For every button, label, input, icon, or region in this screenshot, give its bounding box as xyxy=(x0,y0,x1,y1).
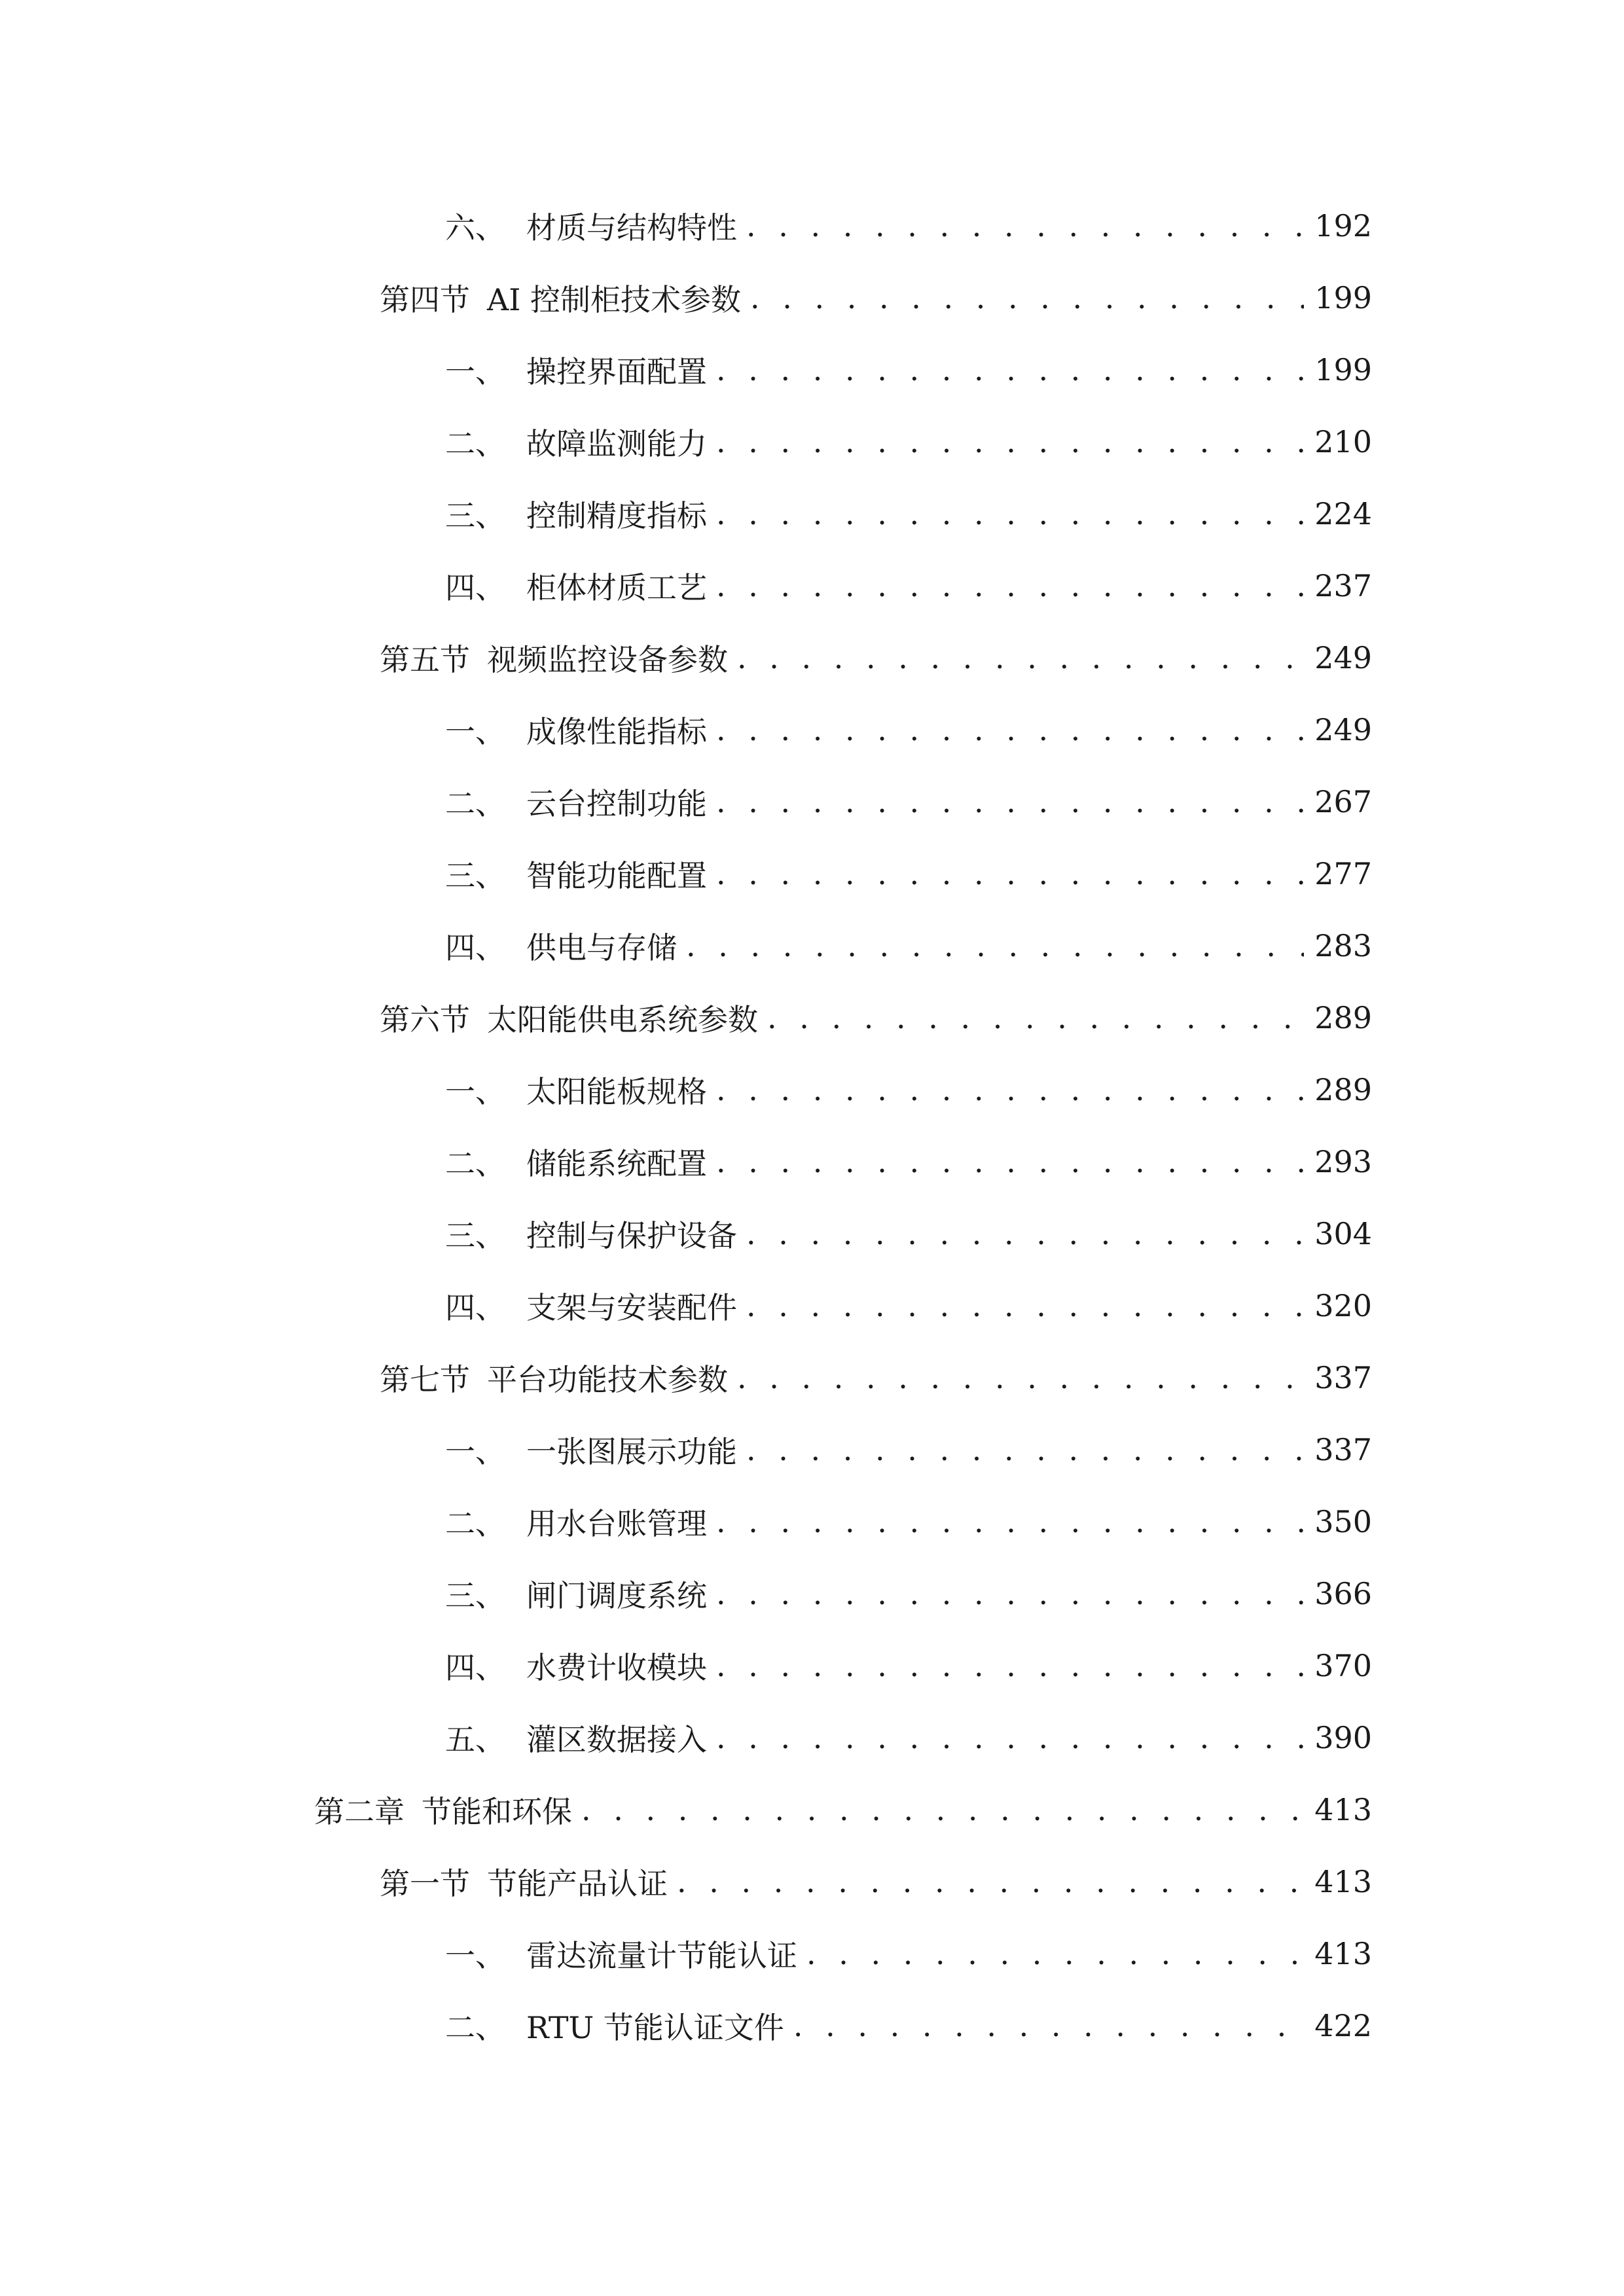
toc-entry-number: 四、 xyxy=(445,1290,505,1325)
toc-entry-title: 雷达流量计节能认证 xyxy=(526,1938,797,1973)
toc-entry-page-number: 320 xyxy=(1314,1288,1372,1323)
toc-entry-number: 四、 xyxy=(445,570,505,605)
dot-leader xyxy=(716,1648,1304,1683)
toc-entry-number: 第七节 xyxy=(380,1362,470,1397)
dot-leader xyxy=(767,1000,1304,1035)
toc-entry-title: 一张图展示功能 xyxy=(526,1434,737,1469)
toc-entry-number: 四、 xyxy=(445,1650,505,1685)
toc-entry-page-number: 413 xyxy=(1314,1792,1372,1827)
toc-entry-title: 太阳能板规格 xyxy=(526,1074,707,1109)
toc-entry-number: 一、 xyxy=(445,1434,505,1469)
toc-entry[interactable] xyxy=(0,190,1624,262)
toc-entry-page-number: 249 xyxy=(1314,712,1372,747)
toc-entry-number: 第五节 xyxy=(380,642,470,677)
toc-entry[interactable] xyxy=(0,1054,1624,1126)
toc-entry[interactable] xyxy=(0,1558,1624,1630)
dot-leader xyxy=(716,1144,1304,1179)
toc-entry-page-number: 289 xyxy=(1314,1000,1372,1035)
toc-entry-page-number: 199 xyxy=(1314,280,1372,315)
toc-entry-page-number: 337 xyxy=(1314,1432,1372,1467)
toc-entry-page-number: 304 xyxy=(1314,1216,1372,1251)
toc-entry-number: 三、 xyxy=(445,498,505,533)
toc-entry-number: 二、 xyxy=(445,786,505,821)
toc-entry[interactable] xyxy=(0,1774,1624,1846)
toc-entry-title: 柜体材质工艺 xyxy=(526,570,707,605)
toc-entry[interactable] xyxy=(0,1126,1624,1198)
dot-leader xyxy=(716,1720,1304,1755)
dot-leader xyxy=(793,2008,1304,2043)
toc-entry-number: 三、 xyxy=(445,1218,505,1253)
toc-entry-title: AI 控制柜技术参数 xyxy=(487,282,742,317)
toc-entry[interactable] xyxy=(0,478,1624,550)
toc-entry-title: 供电与存储 xyxy=(526,930,677,965)
toc-entry-title: 支架与安装配件 xyxy=(526,1290,737,1325)
toc-entry-page-number: 422 xyxy=(1314,2008,1372,2043)
toc-entry[interactable] xyxy=(0,1918,1624,1990)
toc-entry-page-number: 390 xyxy=(1314,1720,1372,1755)
toc-entry[interactable] xyxy=(0,550,1624,622)
dot-leader xyxy=(581,1792,1304,1827)
toc-entry-number: 二、 xyxy=(445,426,505,461)
toc-entry-number: 二、 xyxy=(445,2010,505,2045)
toc-entry[interactable] xyxy=(0,1630,1624,1702)
toc-entry-title: 水费计收模块 xyxy=(526,1650,707,1685)
dot-leader xyxy=(686,928,1304,963)
toc-entry-page-number: 192 xyxy=(1314,208,1372,243)
toc-entry-title: 用水台账管理 xyxy=(526,1506,707,1541)
dot-leader xyxy=(746,1288,1304,1323)
table-of-contents xyxy=(0,190,1624,2062)
toc-entry-title: 平台功能技术参数 xyxy=(487,1362,728,1397)
dot-leader xyxy=(716,352,1304,387)
toc-entry-number: 一、 xyxy=(445,1074,505,1109)
toc-entry-number: 第六节 xyxy=(380,1002,470,1037)
toc-entry[interactable] xyxy=(0,262,1624,334)
dot-leader xyxy=(737,1360,1304,1395)
toc-entry-title: 故障监测能力 xyxy=(526,426,707,461)
toc-entry-number: 一、 xyxy=(445,714,505,749)
dot-leader xyxy=(716,856,1304,891)
dot-leader xyxy=(737,640,1304,675)
toc-entry-number: 一、 xyxy=(445,1938,505,1973)
toc-entry[interactable] xyxy=(0,334,1624,406)
dot-leader xyxy=(716,496,1304,531)
toc-entry-title: 操控界面配置 xyxy=(526,354,707,389)
toc-entry-page-number: 370 xyxy=(1314,1648,1372,1683)
toc-entry-number: 一、 xyxy=(445,354,505,389)
toc-entry[interactable] xyxy=(0,1486,1624,1558)
dot-leader xyxy=(746,208,1304,243)
toc-entry-title: 智能功能配置 xyxy=(526,858,707,893)
toc-entry-title: 成像性能指标 xyxy=(526,714,707,749)
dot-leader xyxy=(716,784,1304,819)
dot-leader xyxy=(677,1864,1304,1899)
toc-entry[interactable] xyxy=(0,1342,1624,1414)
toc-entry-page-number: 350 xyxy=(1314,1504,1372,1539)
toc-entry[interactable] xyxy=(0,694,1624,766)
toc-entry[interactable] xyxy=(0,838,1624,910)
toc-entry-title: 节能产品认证 xyxy=(487,1866,668,1901)
toc-entry-title: 控制与保护设备 xyxy=(526,1218,737,1253)
toc-entry-page-number: 199 xyxy=(1314,352,1372,387)
toc-entry-title: 灌区数据接入 xyxy=(526,1722,707,1757)
dot-leader xyxy=(716,568,1304,603)
toc-entry-number: 五、 xyxy=(445,1722,505,1757)
toc-entry-title: 闸门调度系统 xyxy=(526,1578,707,1613)
toc-entry-title: 控制精度指标 xyxy=(526,498,707,533)
toc-entry-number: 第四节 xyxy=(380,282,470,317)
toc-entry[interactable] xyxy=(0,622,1624,694)
toc-entry[interactable] xyxy=(0,982,1624,1054)
toc-entry[interactable] xyxy=(0,1198,1624,1270)
toc-entry-page-number: 289 xyxy=(1314,1072,1372,1107)
toc-entry[interactable] xyxy=(0,1990,1624,2062)
toc-entry-page-number: 337 xyxy=(1314,1360,1372,1395)
toc-entry-title: 云台控制功能 xyxy=(526,786,707,821)
toc-entry-number: 六、 xyxy=(445,210,505,245)
toc-entry-number: 三、 xyxy=(445,858,505,893)
toc-entry-title: 视频监控设备参数 xyxy=(487,642,728,677)
dot-leader xyxy=(806,1936,1304,1971)
toc-entry[interactable] xyxy=(0,1414,1624,1486)
dot-leader xyxy=(746,1432,1304,1467)
dot-leader xyxy=(716,424,1304,459)
dot-leader xyxy=(750,280,1304,315)
toc-entry-page-number: 249 xyxy=(1314,640,1372,675)
toc-entry-title: 太阳能供电系统参数 xyxy=(487,1002,758,1037)
toc-entry[interactable] xyxy=(0,766,1624,838)
dot-leader xyxy=(716,1072,1304,1107)
toc-entry[interactable] xyxy=(0,1702,1624,1774)
toc-entry-title: RTU 节能认证文件 xyxy=(526,2010,784,2045)
toc-entry-page-number: 413 xyxy=(1314,1864,1372,1899)
toc-entry-page-number: 210 xyxy=(1314,424,1372,459)
toc-entry-title: 储能系统配置 xyxy=(526,1146,707,1181)
toc-entry-page-number: 237 xyxy=(1314,568,1372,603)
dot-leader xyxy=(716,712,1304,747)
toc-entry-number: 第一节 xyxy=(380,1866,470,1901)
dot-leader xyxy=(716,1576,1304,1611)
toc-entry[interactable] xyxy=(0,910,1624,982)
toc-entry[interactable] xyxy=(0,1846,1624,1918)
toc-entry-page-number: 413 xyxy=(1314,1936,1372,1971)
toc-entry-number: 二、 xyxy=(445,1506,505,1541)
toc-entry-page-number: 366 xyxy=(1314,1576,1372,1611)
toc-entry-title: 节能和环保 xyxy=(422,1794,572,1829)
toc-entry-number: 四、 xyxy=(445,930,505,965)
toc-entry-page-number: 224 xyxy=(1314,496,1372,531)
toc-entry-title: 材质与结构特性 xyxy=(526,210,737,245)
toc-entry-number: 二、 xyxy=(445,1146,505,1181)
toc-entry-page-number: 293 xyxy=(1314,1144,1372,1179)
toc-entry-page-number: 277 xyxy=(1314,856,1372,891)
toc-entry[interactable] xyxy=(0,406,1624,478)
toc-entry-page-number: 267 xyxy=(1314,784,1372,819)
toc-entry-page-number: 283 xyxy=(1314,928,1372,963)
toc-entry-number: 三、 xyxy=(445,1578,505,1613)
dot-leader xyxy=(716,1504,1304,1539)
dot-leader xyxy=(746,1216,1304,1251)
toc-entry[interactable] xyxy=(0,1270,1624,1342)
toc-entry-number: 第二章 xyxy=(314,1794,405,1829)
